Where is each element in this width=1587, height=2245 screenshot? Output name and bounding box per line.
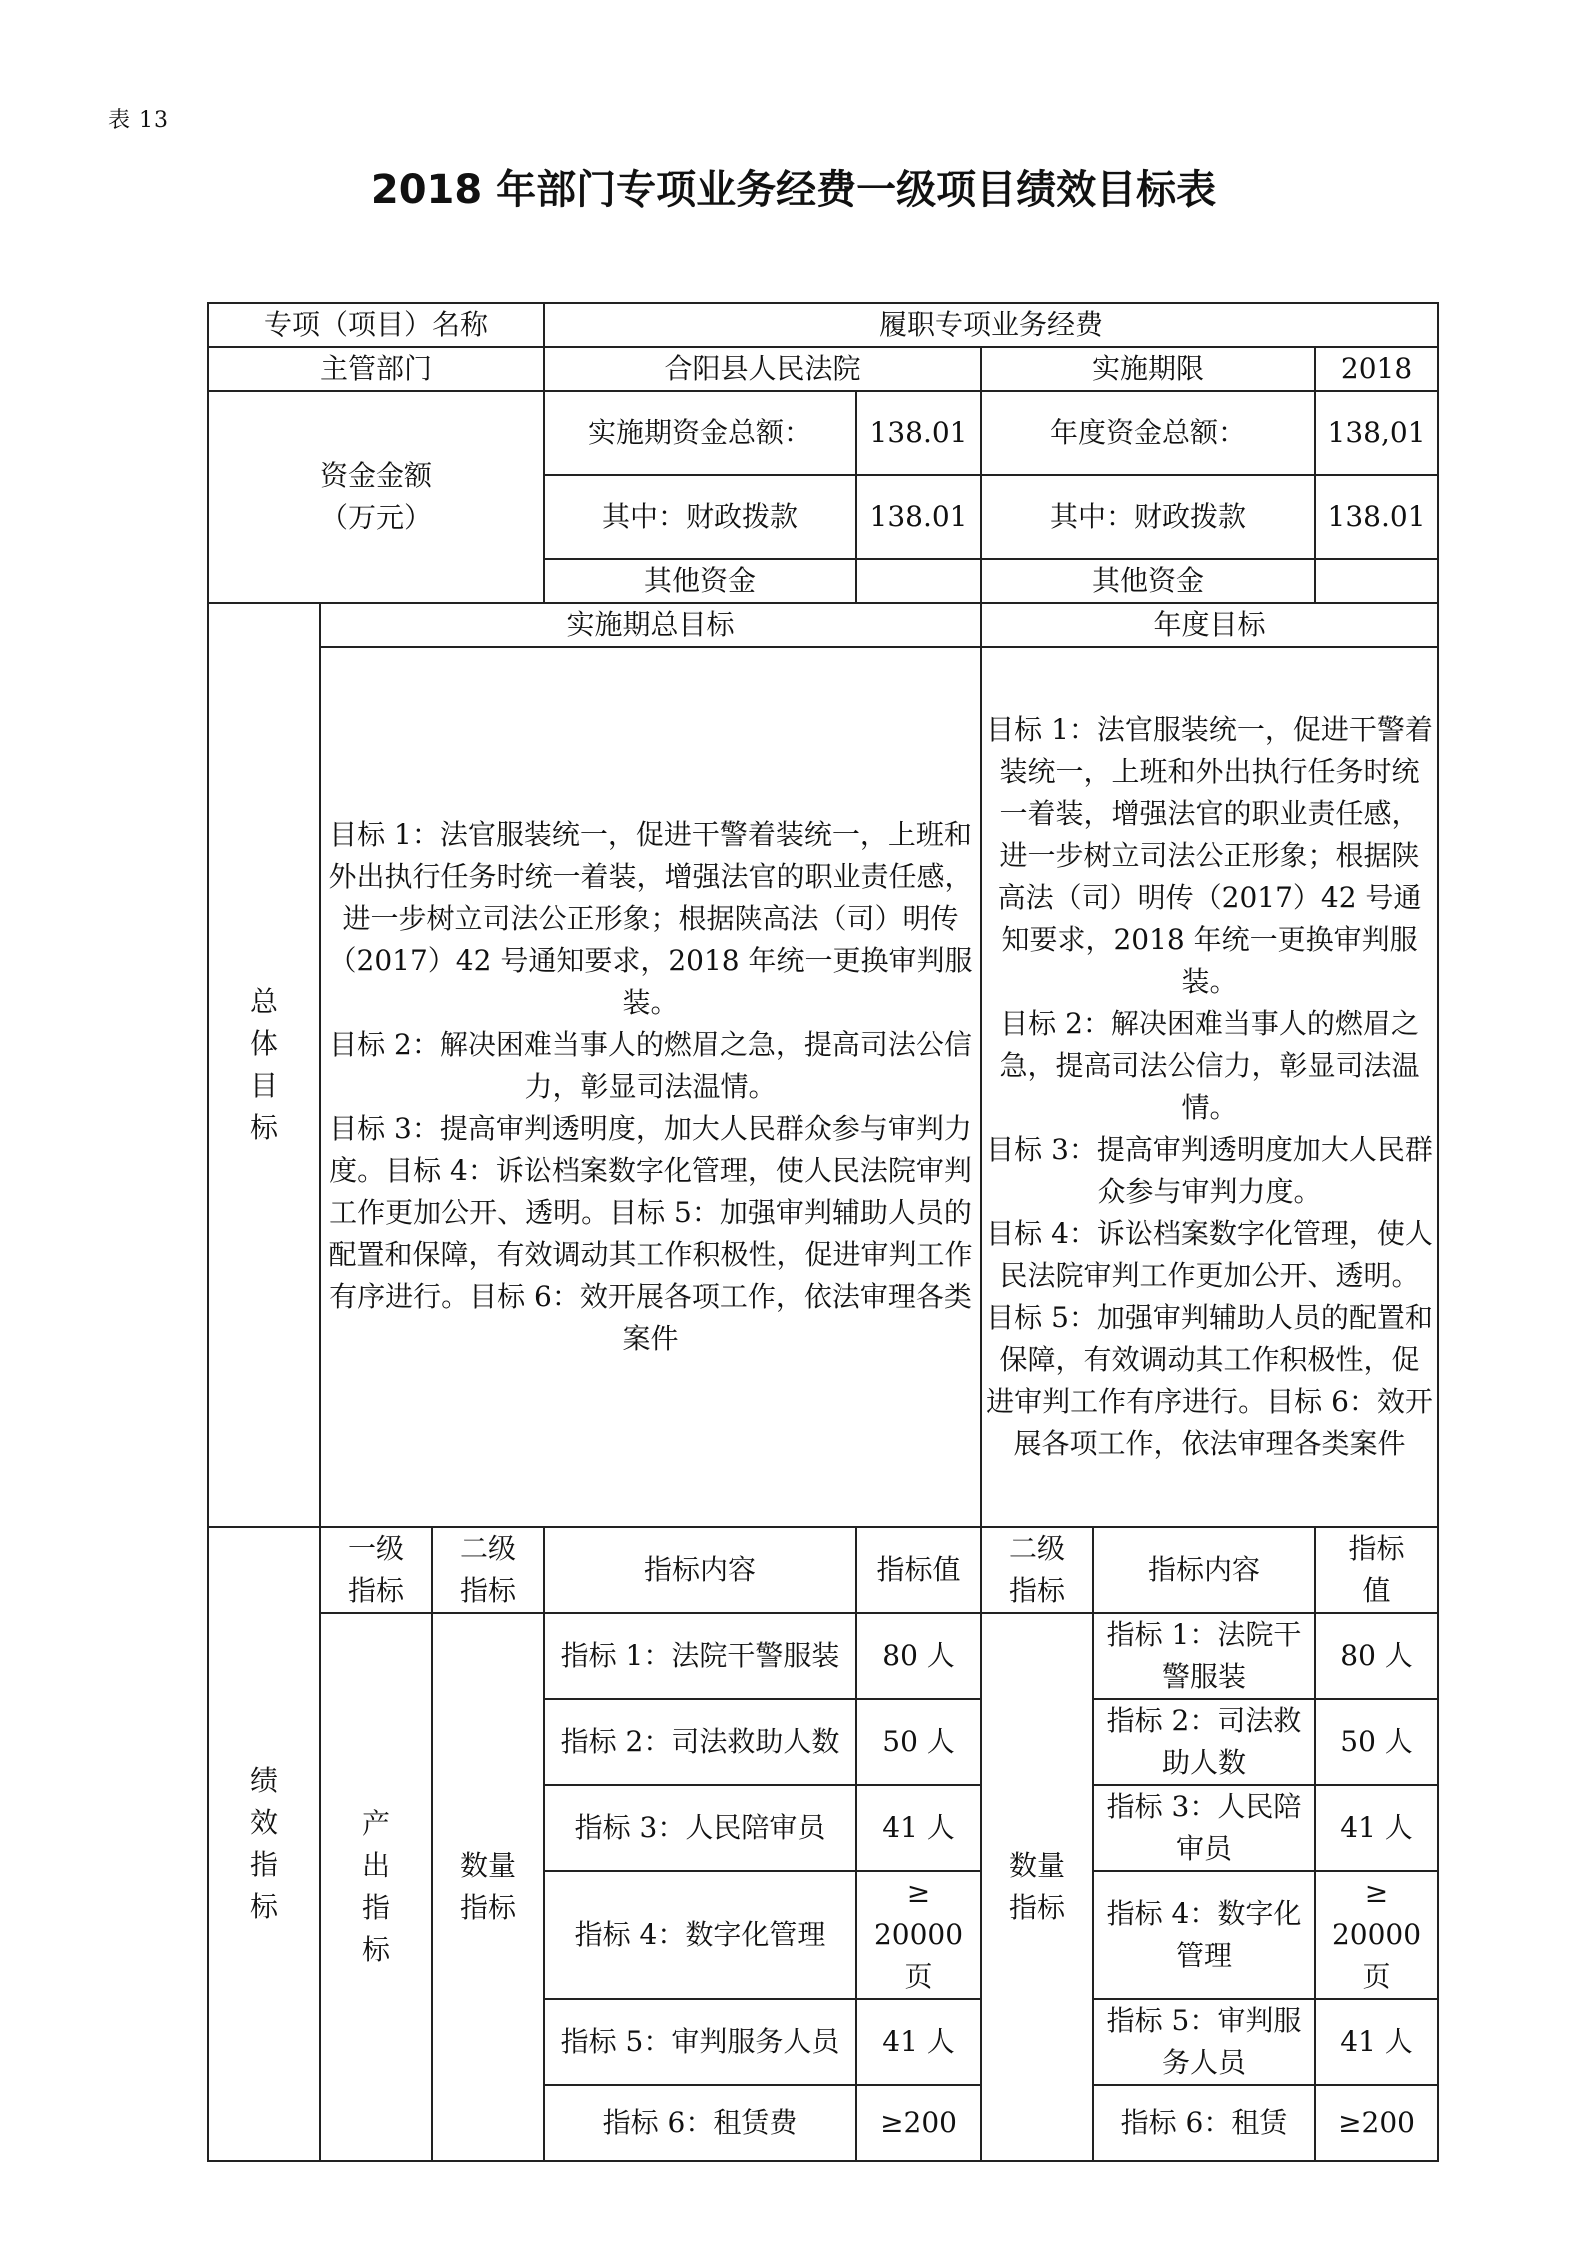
project-name-label: 专项（项目）名称 [208,303,544,347]
annual-indicator-content: 指标 2：司法救助人数 [1093,1699,1315,1785]
indicator-header-row [208,1527,1438,1613]
indicator-value [856,2085,981,2161]
annual-indicator-value-text: 41 人 [1340,1811,1413,1844]
funds-label-text: 资金金额 （万元） [320,459,433,534]
annual-goal-header: 年度目标 [981,603,1438,647]
fiscal-label: 其中：财政拨款 [544,475,856,559]
indicator-value-header: 指标值 [856,1527,981,1613]
indicator-content: 指标 4：数字化管理 [544,1871,856,1999]
quantity-indicators-label [432,1613,544,2161]
annual-indicator-value [1315,1871,1438,1999]
level2-indicator-header-text: 二级 指标 [460,1532,517,1607]
level2-indicator-header [432,1527,544,1613]
department-value: 合阳县人民法院 [544,347,981,391]
page-title: 2018 年部门专项业务经费一级项目绩效目标表 [370,167,1217,213]
other-funds-label: 其他资金 [544,559,856,603]
annual-indicator-value [1315,1999,1438,2085]
annual-level2-indicator-header-text: 二级 指标 [1009,1532,1066,1607]
annual-indicator-value [1315,1785,1438,1871]
indicator-value-text: ≥ 20000 页 [873,1876,964,1993]
period-goal-header: 实施期总目标 [320,603,981,647]
annual-total-label: 年度资金总额： [981,391,1315,475]
other-funds-value [856,559,981,603]
annual-indicator-value [1315,2085,1438,2161]
funds-total-row [208,391,1438,475]
project-name-row [208,303,1438,347]
indicator-content: 指标 2：司法救助人数 [544,1699,856,1785]
overall-goals-label [208,603,320,1527]
indicator-value [856,1999,981,2085]
quantity-indicators-label-text: 数量 指标 [460,1849,517,1924]
output-indicators-label [320,1613,432,2161]
indicator-content: 指标 5：审判服务人员 [544,1999,856,2085]
annual-indicator-content: 指标 5：审判服务人员 [1093,1999,1315,2085]
indicator-value [856,1699,981,1785]
goals-header-row [208,603,1438,647]
period-goal-text-body: 目标 1：法官服装统一，促进干警着装统一，上班和外出执行任务时统一着装，增强法官的职业责任感，进一步树立司法公正形象；根据陕高法（司）明传（2017）42 号通知要求，2018 年统一更换审判服装。 目标 2：解决困难当事人的燃眉之急，提高司法公信力，彰显司法温情。 目标 3：提高审判透明度，加大人民群众参与审判力度。目标 4：诉讼档案数字化管理，使人民法院审判工作更加公开、透明。目标 5：加强审判辅助人员的配置和保障，有效调动其工作积极性，促进审判工作有序进行。目标 6：效开展各项工作，依法审理各类案件 [328,818,973,1355]
annual-goal-text [981,647,1438,1527]
overall-goals-label-text: 总 体 目 标 [249,985,278,1144]
indicator-value [856,1871,981,1999]
indicator-value-text: 80 人 [882,1639,955,1672]
annual-quantity-indicators-label [981,1613,1093,2161]
indicator-value [856,1613,981,1699]
annual-indicator-value [1315,1699,1438,1785]
funds-total-value: 138.01 [856,391,981,475]
annual-indicator-value-header [1315,1527,1438,1613]
indicator-value-text: 41 人 [882,2025,955,2058]
annual-indicator-value [1315,1613,1438,1699]
fiscal-value: 138.01 [856,475,981,559]
annual-indicator-content-header: 指标内容 [1093,1527,1315,1613]
period-label: 实施期限 [981,347,1315,391]
indicator-value-text: 50 人 [882,1725,955,1758]
annual-indicator-content: 指标 4：数字化管理 [1093,1871,1315,1999]
indicator-value [856,1785,981,1871]
annual-indicator-value-text: 80 人 [1340,1639,1413,1672]
annual-indicator-value-text: 41 人 [1340,2025,1413,2058]
department-row [208,347,1438,391]
annual-quantity-indicators-label-text: 数量 指标 [1009,1849,1066,1924]
indicator-value-text: 41 人 [882,1811,955,1844]
indicator-content: 指标 1：法院干警服装 [544,1613,856,1699]
annual-indicator-value-text: ≥200 [1338,2106,1415,2139]
annual-indicator-content: 指标 6：租赁 [1093,2085,1315,2161]
level1-indicator-header [320,1527,432,1613]
funds-label [208,391,544,603]
level1-indicator-header-text: 一级 指标 [347,1532,404,1607]
period-goal-text [320,647,981,1527]
indicator-content: 指标 3：人民陪审员 [544,1785,856,1871]
indicator-value-text: ≥200 [880,2106,957,2139]
project-name-value: 履职专项业务经费 [544,303,1438,347]
annual-indicator-content: 指标 3：人民陪审员 [1093,1785,1315,1871]
department-label: 主管部门 [208,347,544,391]
table-number: 表 13 [108,108,169,133]
annual-fiscal-value: 138.01 [1315,475,1438,559]
indicator-content: 指标 6：租赁费 [544,2085,856,2161]
performance-target-table [207,302,1439,2162]
output-indicators-label-text: 产 出 指 标 [361,1807,390,1966]
annual-indicator-content: 指标 1：法院干警服装 [1093,1613,1315,1699]
goals-content-row [208,647,1438,1527]
period-value: 2018 [1315,347,1438,391]
annual-total-value: 138,01 [1315,391,1438,475]
performance-indicators-label-text: 绩 效 指 标 [249,1764,278,1923]
performance-indicators-label [208,1527,320,2161]
annual-other-funds-value [1315,559,1438,603]
annual-indicator-value-text: 50 人 [1340,1725,1413,1758]
annual-level2-indicator-header [981,1527,1093,1613]
annual-fiscal-label: 其中：财政拨款 [981,475,1315,559]
indicator-row [208,1613,1438,1699]
annual-other-funds-label: 其他资金 [981,559,1315,603]
annual-goal-text-body: 目标 1：法官服装统一，促进干警着装统一，上班和外出执行任务时统一着装，增强法官的职业责任感，进一步树立司法公正形象；根据陕高法（司）明传（2017）42 号通知要求，2018 年统一更换审判服装。 目标 2：解决困难当事人的燃眉之急，提高司法公信力，彰显司法温情。 目标 3：提高审判透明度加大人民群众参与审判力度。 目标 4：诉讼档案数字化管理，使人民法院审判工作更加公开、透明。目标 5：加强审判辅助人员的配置和保障，有效调动其工作积极性，促进审判工作有序进行。目标 6：效开展各项工作，依法审理各类案件 [986,713,1433,1460]
indicator-content-header: 指标内容 [544,1527,856,1613]
annual-indicator-value-header-text: 指标 值 [1348,1532,1405,1607]
funds-total-label: 实施期资金总额： [544,391,856,475]
annual-indicator-value-text: ≥ 20000 页 [1331,1876,1422,1993]
